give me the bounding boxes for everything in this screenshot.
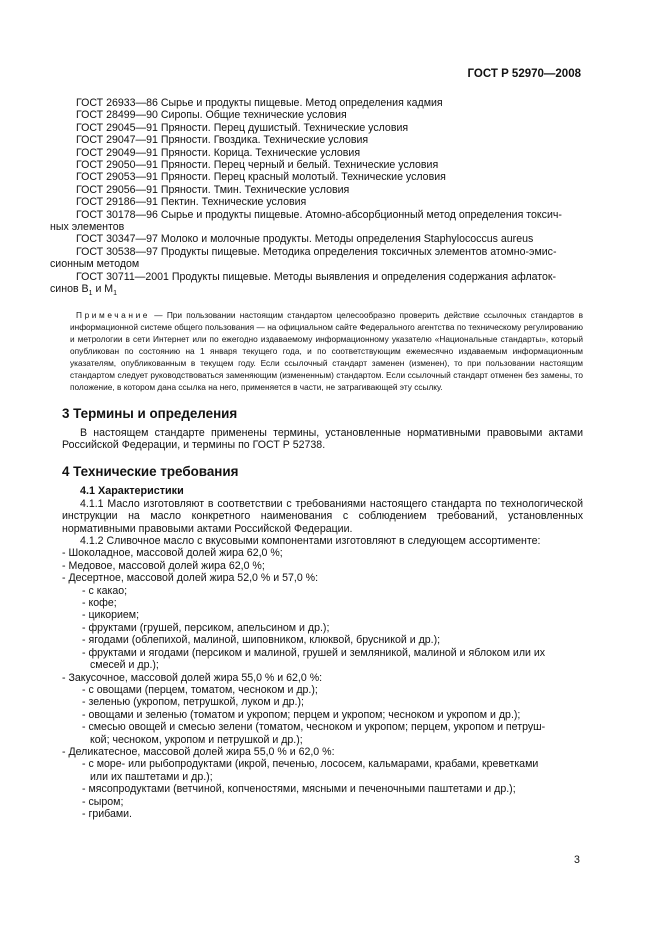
reference-continuation: ных элементов xyxy=(50,221,125,234)
assortment-item: - мясопродуктами (ветчиной, копченостями, мясными и печеночными паштетами и др.); xyxy=(82,783,516,796)
assortment-item: - фруктами и ягодами (персиком и малиной, грушей и земляникой, малиной и яблоком или их xyxy=(82,646,546,659)
assortment-item: - Деликатесное, массовой долей жира 55,0 % и 62,0 %: xyxy=(62,745,335,758)
reference-item: ГОСТ 30178—96 Сырье и продукты пищевые. Атомно-абсорбционный метод определения токсич- xyxy=(76,208,562,221)
page-content xyxy=(50,97,583,820)
section-3-text: В настоящем стандарте применены термины, установленные нормативными правовыми актами Российской Федерации, и термины по ГОСТ Р 52738. xyxy=(62,426,583,452)
reference-item: ГОСТ 26933—86 Сырье и продукты пищевые. Метод определения кадмия xyxy=(76,97,443,109)
assortment-item: - кофе; xyxy=(82,597,117,610)
reference-item: ГОСТ 29053—91 Пряности. Перец красный молотый. Технические условия xyxy=(76,171,446,184)
section-3-title: 3 Термины и определения xyxy=(62,405,238,421)
assortment-item: - фруктами (грушей, персиком, апельсином и др.); xyxy=(82,621,330,634)
assortment-item: - ягодами (облепихой, малиной, шиповником, клюквой, брусникой и др.); xyxy=(82,634,441,647)
reference-item: ГОСТ 30347—97 Молоко и молочные продукты. Методы определения Staphylococcus aureus xyxy=(76,233,534,246)
reference-item: ГОСТ 29056—91 Пряности. Тмин. Технические условия xyxy=(76,183,350,196)
assortment-item: смесей и др.); xyxy=(90,659,159,672)
assortment-item: - цикорием; xyxy=(82,609,140,622)
reference-list xyxy=(50,97,583,301)
assortment-item: - с овощами (перцем, томатом, чесноком и др.); xyxy=(82,683,318,696)
section-4-title: 4 Технические требования xyxy=(62,464,239,480)
assortment-item: - Закусочное, массовой долей жира 55,0 % и 62,0 %: xyxy=(62,671,323,684)
paragraph-4-1-1: 4.1.1 Масло изготовляют в соответствии с требованиями настоящего стандарта по технологической инструкции на масло конкретного наименования с соблюдением требований, установленных нормативными правовыми актами Российской Федерации. xyxy=(62,497,583,535)
reference-item: ГОСТ 29045—91 Пряности. Перец душистый. Технические условия xyxy=(76,121,409,134)
reference-continuation: сионным методом xyxy=(50,258,140,271)
assortment-item: - зеленью (укропом, петрушкой, луком и др.); xyxy=(82,696,304,709)
assortment-item: - сыром; xyxy=(82,795,124,808)
assortment-item: - овощами и зеленью (томатом и укропом; перцем и укропом; чесноком и укропом и др.); xyxy=(82,708,521,721)
reference-item: ГОСТ 29049—91 Пряности. Корица. Технические условия xyxy=(76,146,361,159)
reference-continuation: синов $B_1$ и $M_1$ xyxy=(50,283,118,298)
assortment-item: - Медовое, массовой долей жира 62,0 %; xyxy=(62,559,265,572)
subsection-4-1-title: 4.1 Характеристики xyxy=(80,485,184,498)
assortment-item: кой; чесноком, укропом и петрушкой и др.); xyxy=(90,733,303,746)
reference-item: ГОСТ 28499—90 Сиропы. Общие технические условия xyxy=(76,109,347,122)
reference-item: ГОСТ 30538—97 Продукты пищевые. Методика определения токсичных элементов атомно-эмис- xyxy=(76,245,557,258)
note-text: — При пользовании настоящим стандартом целесообразно проверить действие ссылочных стандартов в информационной системе общего пользования — на официальном сайте Федерального агентства по техническому регулированию и метрологии в сети Интернет или по ежегодно издаваемому информационному указателю «Национальные стандарты», который опубликован по состоянию на 1 января текущего года, и по соответствующим ежемесячно издаваемым информационным указателям, опубликованным в текущем году. Если ссылочный стандарт заменен (изменен), то при пользовании настоящим стандартом следует руководствоваться заменяющим (измененным) стандартом. Если ссылочный стандарт отменен без замены, то положение, в котором дана ссылка на него, применяется в части, не затрагивающей эту ссылку. xyxy=(70,309,583,392)
assortment-item: или их паштетами и др.); xyxy=(90,770,213,783)
assortment-item: - с какао; xyxy=(82,584,128,597)
reference-item: ГОСТ 29050—91 Пряности. Перец черный и белый. Технические условия xyxy=(76,159,439,172)
reference-item: ГОСТ 29186—91 Пектин. Технические условия xyxy=(76,196,307,209)
note-paragraph xyxy=(70,309,583,393)
reference-item: ГОСТ 30711—2001 Продукты пищевые. Методы выявления и определения содержания афлаток- xyxy=(76,270,557,283)
assortment-item: - грибами. xyxy=(82,807,133,820)
note-lead: Примечание xyxy=(76,309,151,320)
assortment-item: - Десертное, массовой долей жира 52,0 % и 57,0 %: xyxy=(62,572,319,585)
assortment-item: - с море- или рыбопродуктами (икрой, печенью, лососем, кальмарами, крабами, креветками xyxy=(82,758,539,771)
assortment-item: - смесью овощей и смесью зелени (томатом, чесноком и укропом; перцем, укропом и петруш- xyxy=(82,721,546,734)
paragraph-4-1-2: 4.1.2 Сливочное масло с вкусовыми компонентами изготовляют в следующем ассортименте: xyxy=(80,535,541,548)
standard-header: ГОСТ Р 52970—2008 xyxy=(467,68,581,80)
reference-item: ГОСТ 29047—91 Пряности. Гвоздика. Технические условия xyxy=(76,134,369,147)
assortment-item: - Шоколадное, массовой долей жира 62,0 %; xyxy=(62,547,283,560)
assortment-list xyxy=(62,547,583,820)
page-number: 3 xyxy=(574,854,580,866)
